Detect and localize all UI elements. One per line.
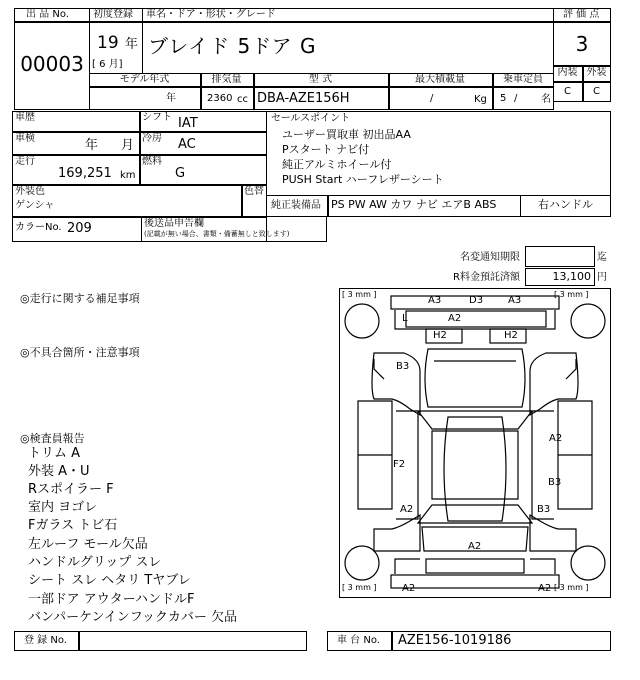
shift-value: IAT <box>178 116 198 131</box>
sales-line-3: 純正アルミホイール付 <box>282 158 392 171</box>
max-load-unit: Kg <box>474 94 487 105</box>
model-code: DBA-AZE156H <box>257 91 350 106</box>
exterior-label: 外装 <box>586 67 607 78</box>
first-reg-year-unit: 年 <box>125 37 139 52</box>
inspection-month-unit: 月 <box>121 138 135 153</box>
model-label: 型 式 <box>308 74 333 85</box>
name-change-field <box>525 246 595 267</box>
inspector-line-3: Rスポイラー F <box>28 482 114 497</box>
recycle-value: 13,100 <box>552 270 591 283</box>
recycle-unit: 円 <box>597 272 607 283</box>
marker-rear-bumper-a2-right: A2 <box>538 583 552 594</box>
marker-front-bumper-d3: D3 <box>469 295 484 306</box>
lot-label: 出 品 No. <box>26 9 69 20</box>
displacement-value: 2360 <box>207 93 233 104</box>
interior-label: 内装 <box>557 67 578 78</box>
damage-diagram <box>339 288 611 598</box>
marker-front-fender-b3: B3 <box>396 361 410 372</box>
inspector-line-1: トリム A <box>28 446 81 461</box>
fuel-label: 燃料 <box>142 156 162 167</box>
name-change-label: 名変通知期限 <box>460 252 520 263</box>
marker-front-a2: A2 <box>448 313 462 324</box>
first-reg-label: 初度登録 <box>93 9 133 20</box>
tire-rear-right-label: [ 3 mm ] <box>554 583 589 592</box>
sales-line-2: Pスタート ナビ付 <box>282 143 370 156</box>
history-label: 車歴 <box>15 112 35 123</box>
grade-label: 評 価 点 <box>563 9 600 20</box>
ext-color-label: 外装色 <box>15 186 45 197</box>
inspector-line-5: Fガラス トビ石 <box>28 518 118 533</box>
sales-title: セールスポイント <box>271 113 351 124</box>
chassis-label: 車 台 No. <box>337 635 380 646</box>
car-name-label: 車名・ドア・形状・グレード <box>146 9 276 20</box>
mileage-label: 走行 <box>15 156 35 167</box>
inspector-title: ◎検査員報告 <box>20 432 85 445</box>
details-col-1 <box>139 111 141 184</box>
marker-left-door-f2: F2 <box>393 459 406 470</box>
reg-no-divider <box>78 631 80 651</box>
doc-note: (記載が無い場合、書類・備蓄無しと致します) <box>144 230 290 238</box>
first-reg-year: 19 <box>97 33 119 53</box>
model-year-unit: 年 <box>166 93 176 104</box>
mileage-value: 169,251 <box>58 166 112 181</box>
marker-front-bumper-a3-left: A3 <box>428 295 442 306</box>
marker-trunk-a2: A2 <box>468 541 482 552</box>
name-change-unit: 迄 <box>597 252 607 263</box>
max-load-label: 最大積載量 <box>415 74 465 85</box>
ext-color-value: ゲンシャ <box>15 200 55 211</box>
grade-divider-3 <box>553 81 611 83</box>
marker-front-bumper-a3-right: A3 <box>508 295 522 306</box>
inspection-label: 車検 <box>15 133 35 144</box>
marker-right-fender-a2: A2 <box>549 433 563 444</box>
tire-front-left-label: [ 3 mm ] <box>342 290 377 299</box>
inspector-line-10: バンパーケンインフックカバー 欠品 <box>28 610 238 625</box>
chassis-number: AZE156-1019186 <box>398 633 512 648</box>
chassis-divider <box>391 631 393 651</box>
exterior-grade: C <box>593 86 600 97</box>
spec-row-divider <box>89 86 554 88</box>
inspector-line-2: 外装 A・U <box>28 464 90 479</box>
marker-headlight-h2-right: H2 <box>504 330 518 341</box>
fuel-value: G <box>175 166 186 181</box>
marker-headlight-h2-left: H2 <box>433 330 447 341</box>
capacity-unit: 名 <box>541 94 551 105</box>
doc-label: 後送品申告欄 <box>144 218 204 229</box>
mileage-unit: km <box>120 170 136 181</box>
reg-no-label: 登 録 No. <box>24 635 67 646</box>
details-col-2 <box>241 184 243 216</box>
equipment-label: 純正装備品 <box>271 200 321 211</box>
sales-line-1: ユーザー買取車 初出品AA <box>282 128 411 141</box>
displacement-unit: cc <box>237 94 248 105</box>
capacity-label: 乗車定員 <box>503 74 543 85</box>
handle-value: 右ハンドル <box>538 198 593 211</box>
color-change-label: 色替 <box>244 186 264 197</box>
inspector-line-7: ハンドルグリップ スレ <box>28 555 162 570</box>
details-row-3 <box>12 184 267 186</box>
equipment-divider <box>327 195 329 217</box>
inspector-line-6: 左ルーフ モール欠品 <box>28 537 148 552</box>
ac-label: 冷房 <box>142 133 162 144</box>
first-reg-month: [ 6 月] <box>92 59 123 70</box>
tire-rear-left-label: [ 3 mm ] <box>342 583 377 592</box>
inspector-line-9: 一部ドア アウターハンドルF <box>28 592 195 607</box>
equipment-value: PS PW AW カワ ナビ エアB ABS <box>331 198 497 211</box>
lot-number: 00003 <box>20 52 84 76</box>
lot-label-divider <box>14 21 90 23</box>
max-load-value: / <box>430 93 434 104</box>
sales-line-4: PUSH Start ハーフレザーシート <box>282 173 444 186</box>
model-year-label: モデル年式 <box>119 74 170 85</box>
defect-notes-title: ◎不具合箇所・注意事項 <box>20 346 140 359</box>
ac-value: AC <box>178 137 196 152</box>
shift-label: シフト <box>142 112 172 123</box>
inspector-line-4: 室内 ヨゴレ <box>28 500 98 515</box>
travel-notes-title: ◎走行に関する補足事項 <box>20 292 140 305</box>
interior-grade: C <box>564 86 571 97</box>
marker-right-door-b3: B3 <box>548 477 562 488</box>
color-no-label: カラーNo. <box>15 222 62 233</box>
marker-front-l: L <box>402 313 408 324</box>
marker-left-rear-a2: A2 <box>400 504 414 515</box>
capacity-slash: / <box>514 93 518 104</box>
capacity-value: 5 <box>500 93 507 104</box>
grade-value: 3 <box>575 32 589 56</box>
color-no-value: 209 <box>67 221 92 236</box>
marker-rear-bumper-a2-left: A2 <box>402 583 416 594</box>
inspection-year-unit: 年 <box>85 138 99 153</box>
displacement-label: 排気量 <box>211 74 242 85</box>
grade-divider <box>553 21 611 23</box>
inspector-line-8: シート スレ ヘタリ Tヤブレ <box>28 573 191 588</box>
recycle-label: R料金預託済額 <box>453 272 520 283</box>
marker-rear-right-b3: B3 <box>537 504 551 515</box>
car-name: ブレイド 5ドア G <box>148 34 317 58</box>
tire-front-right-label: [ 3 mm ] <box>554 290 589 299</box>
